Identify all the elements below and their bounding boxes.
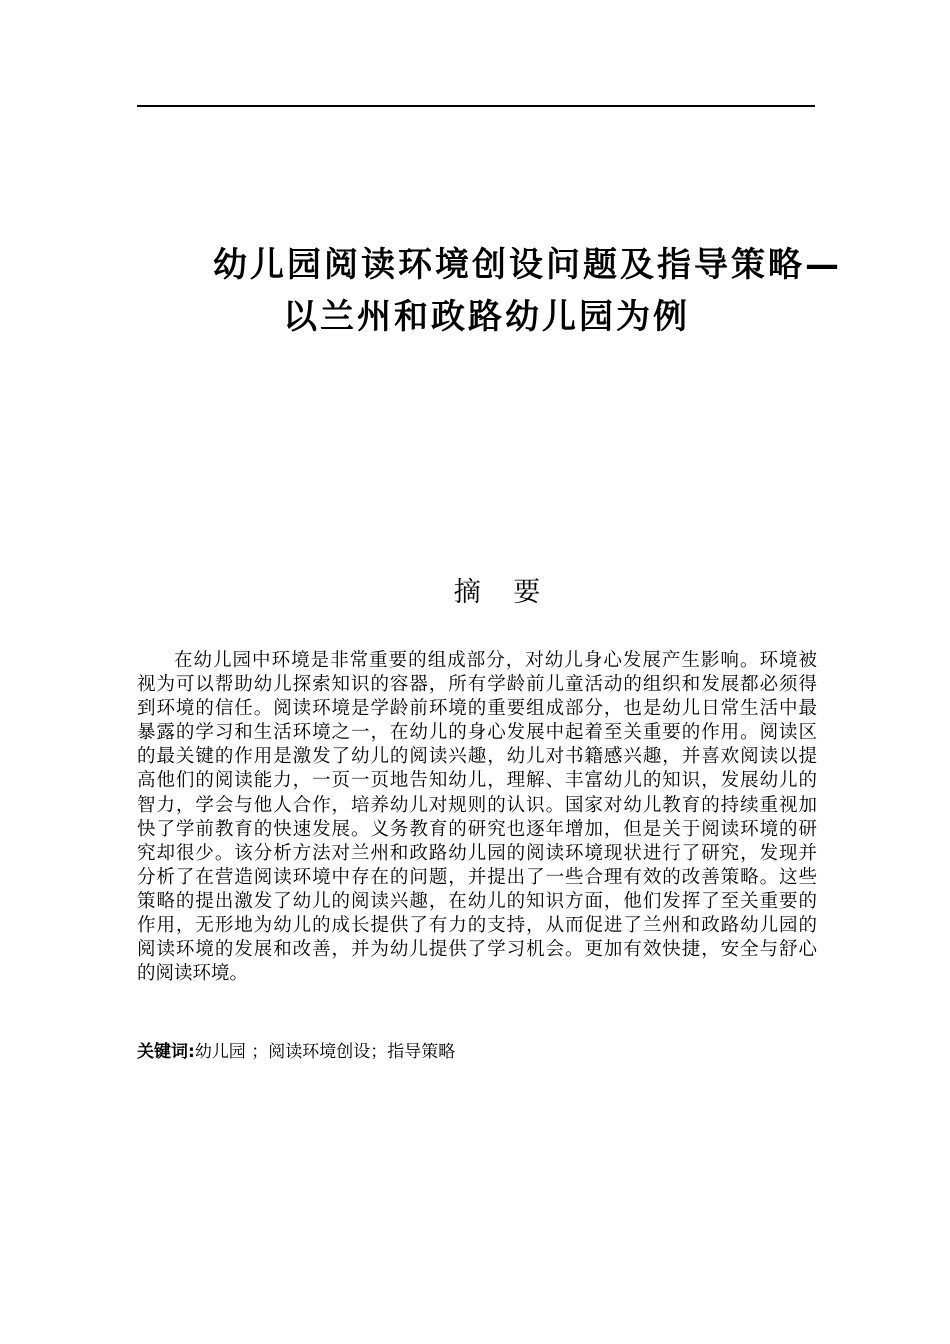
abstract-line: 的阅读环境。 <box>137 963 249 985</box>
abstract-line: 阅读环境的发展和改善，并为幼儿提供了学习机会。更加有效快捷，安全与舒心 <box>137 939 817 961</box>
abstract-line: 快了学前教育的快速发展。义务教育的研究也逐年增加，但是关于阅读环境的研 <box>137 818 817 840</box>
abstract-line: 暴露的学习和生活环境之一，在幼儿的身心发展中起着至关重要的作用。阅读区 <box>137 722 817 744</box>
abstract-heading: 摘 要 <box>453 577 553 608</box>
keywords-value: 幼儿园 ；阅读环境创设；指导策略 <box>194 1042 456 1062</box>
keywords-label: 关键词: <box>137 1042 195 1062</box>
abstract-line: 究却很少。该分析方法对兰州和政路幼儿园的阅读环境现状进行了研究，发现并 <box>137 842 817 864</box>
header-rule <box>137 105 815 107</box>
abstract-line: 到环境的信任。阅读环境是学龄前环境的重要组成部分，也是幼儿日常生活中最 <box>137 698 817 720</box>
abstract-body <box>137 649 817 986</box>
document-title-line-1: 幼儿园阅读环境创设问题及指导策略— <box>213 245 842 285</box>
abstract-line: 智力，学会与他人合作，培养幼儿对规则的认识。国家对幼儿教育的持续重视加 <box>137 794 817 816</box>
abstract-line: 高他们的阅读能力，一页一页地告知幼儿，理解、丰富幼儿的知识，发展幼儿的 <box>137 770 817 792</box>
keywords <box>137 1040 455 1064</box>
document-title-line-2: 以兰州和政路幼儿园为例 <box>283 297 690 337</box>
abstract-line: 在幼儿园中环境是非常重要的组成部分，对幼儿身心发展产生影响。环境被 <box>174 650 817 671</box>
abstract-line: 分析了在营造阅读环境中存在的问题，并提出了一些合理有效的改善策略。这些 <box>137 866 817 888</box>
abstract-line: 作用，无形地为幼儿的成长提供了有力的支持，从而促进了兰州和政路幼儿园的 <box>137 915 817 937</box>
abstract-line: 的最关键的作用是激发了幼儿的阅读兴趣，幼儿对书籍感兴趣，并喜欢阅读以提 <box>137 746 817 768</box>
abstract-line: 策略的提出激发了幼儿的阅读兴趣，在幼儿的知识方面，他们发挥了至关重要的 <box>137 890 817 912</box>
abstract-line: 视为可以帮助幼儿探索知识的容器，所有学龄前儿童活动的组织和发展都必须得 <box>137 674 817 696</box>
